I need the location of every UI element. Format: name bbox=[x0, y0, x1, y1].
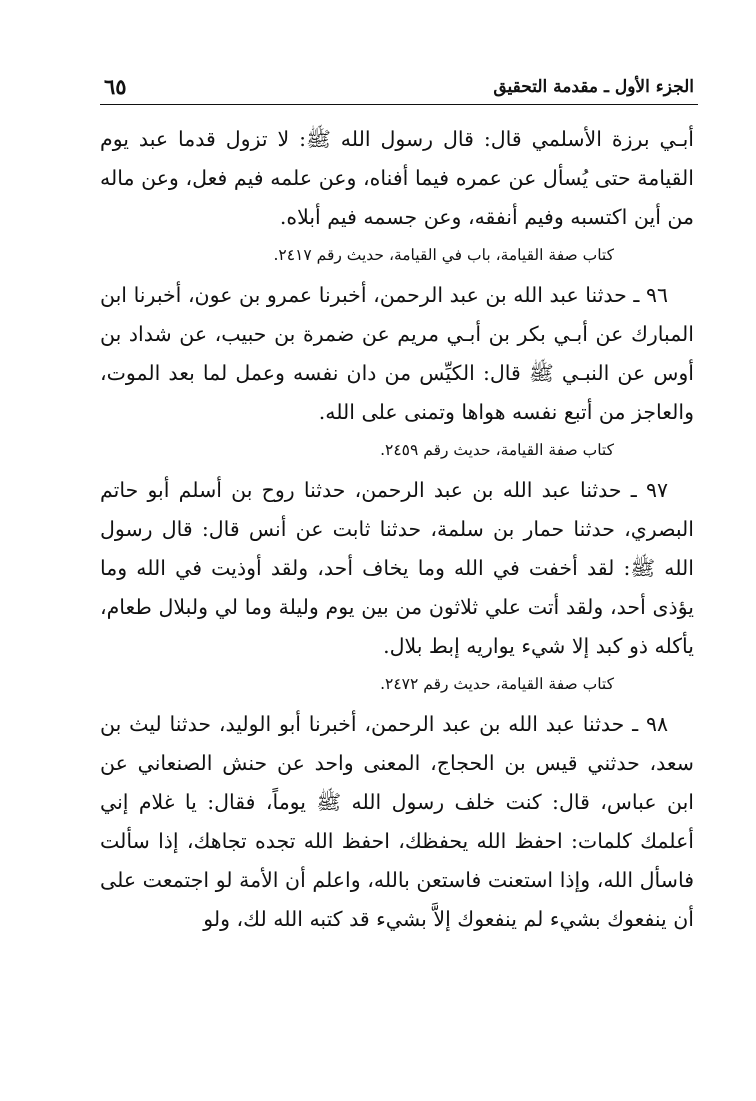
hadith-97: ٩٧ ـ حدثنا عبد الله بن عبد الرحمن، حدثنا روح بن أسلم أبو حاتم البصري، حدثنا حمار بن سلمة، حدثنا ثابت عن أنس قال: قال رسول الله ﷺ: لقد أخفت في الله وما يخاف أحد، ولقد أوذيت في الله وما يؤذى أحد، ولقد أتت علي ثلاثون من بين يوم وليلة وما لي ولبلال طعام، يأكله ذو كبد إلا شيء يواريه إبط بلال. bbox=[100, 478, 694, 658]
header-rule bbox=[100, 104, 698, 105]
running-header-title: الجزء الأول ـ مقدمة التحقيق bbox=[493, 77, 694, 97]
source-note: كتاب صفة القيامة، حديث رقم ٢٤٧٢. bbox=[380, 675, 614, 693]
page-body bbox=[100, 120, 694, 939]
source-note: كتاب صفة القيامة، باب في القيامة، حديث رقم ٢٤١٧. bbox=[273, 246, 614, 264]
source-note: كتاب صفة القيامة، حديث رقم ٢٤٥٩. bbox=[380, 441, 614, 459]
page-header bbox=[104, 70, 694, 104]
hadith-continuation: أبـي برزة الأسلمي قال: قال رسول الله ﷺ: لا تزول قدما عبد يوم القيامة حتى يُسأل عن عمره فيما أفناه، وعن علمه فيم فعل، وعن ماله من أين اكتسبه وفيم أنفقه، وعن جسمه فيم أبلاه. bbox=[100, 127, 694, 229]
page-number: ٦٥ bbox=[104, 74, 127, 99]
hadith-98: ٩٨ ـ حدثنا عبد الله بن عبد الرحمن، أخبرنا أبو الوليد، حدثنا ليث بن سعد، حدثني قيس بن الحجاج، المعنى واحد عن حنش الصنعاني عن ابن عباس، قال: كنت خلف رسول الله ﷺ يوماً، فقال: يا غلام إني أعلمك كلمات: احفظ الله يحفظك، احفظ الله تجده تجاهك، إذا سألت فاسأل الله، وإذا استعنت فاستعن بالله، واعلم أن الأمة لو اجتمعت على أن ينفعوك بشيء لم ينفعوك إلاَّ بشيء قد كتبه الله لك، ولو bbox=[100, 712, 694, 931]
hadith-96: ٩٦ ـ حدثنا عبد الله بن عبد الرحمن، أخبرنا عمرو بن عون، أخبرنا ابن المبارك عن أبـي بكر بن أبـي مريم عن ضمرة بن حبيب، عن شداد بن أوس عن النبـي ﷺ قال: الكيِّس من دان نفسه وعمل لما بعد الموت، والعاجز من أتبع نفسه هواها وتمنى على الله. bbox=[100, 283, 694, 424]
